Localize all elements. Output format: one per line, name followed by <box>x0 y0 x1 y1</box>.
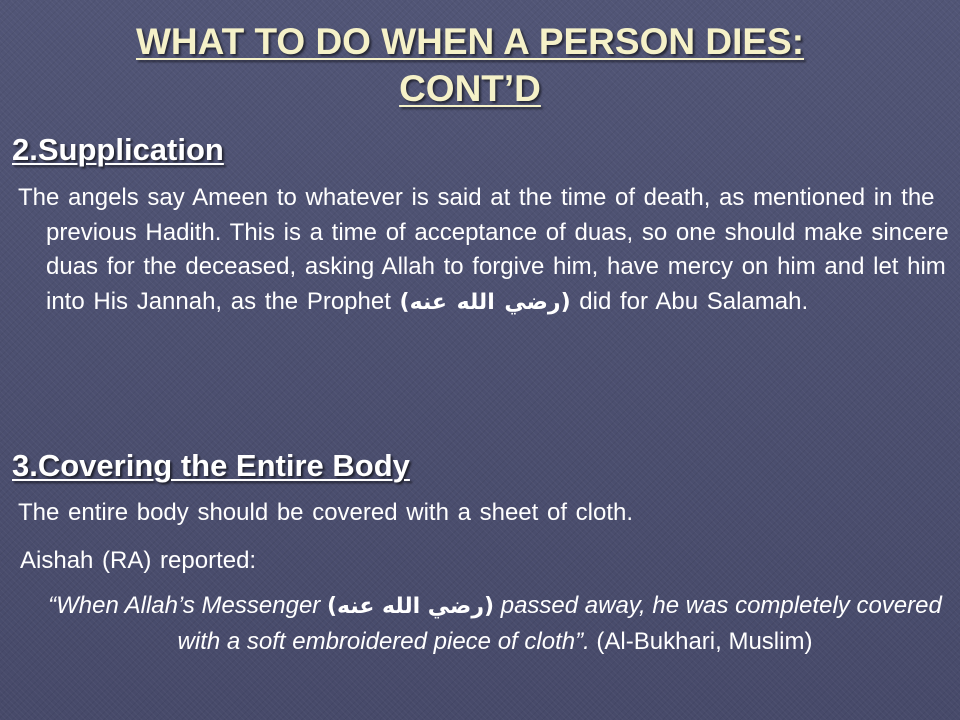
supplication-text-end: did for Abu Salamah. <box>570 287 809 315</box>
quote-arabic-honorific: (رضي الله عنه) <box>326 594 495 619</box>
hadith-source: (Al-Bukhari, Muslim) <box>589 628 813 655</box>
covering-statement: The entire body should be covered with a sheet of cloth. <box>18 499 634 526</box>
supplication-paragraph <box>18 181 960 320</box>
slide-title <box>40 18 900 112</box>
section-heading-supplication: 2.Supplication <box>12 132 224 167</box>
title-line-1: WHAT TO DO WHEN A PERSON DIES: <box>135 21 805 62</box>
title-line-2: CONT’D <box>399 68 541 109</box>
quote-text-end: passed away, he was completely covered with a soft embroidered piece of cloth”. <box>177 592 942 655</box>
aishah-reported: Aishah (RA) reported: <box>20 547 257 574</box>
arabic-honorific: (رضي الله عنه) <box>399 289 571 315</box>
section-heading-covering-body: 3.Covering the Entire Body <box>12 448 410 483</box>
supplication-text-start: The angels say Ameen to whatever is said at the time of death, as mentioned in the previous Hadith. This is a time of acceptance of duas, so one should make sincere duas for the deceased, asking Allah to forgive him, have mercy on him and let him into His Jannah, as the Prophet <box>18 184 949 315</box>
quote-text-start: “When Allah’s Messenger <box>48 592 327 619</box>
hadith-quote <box>30 588 960 659</box>
